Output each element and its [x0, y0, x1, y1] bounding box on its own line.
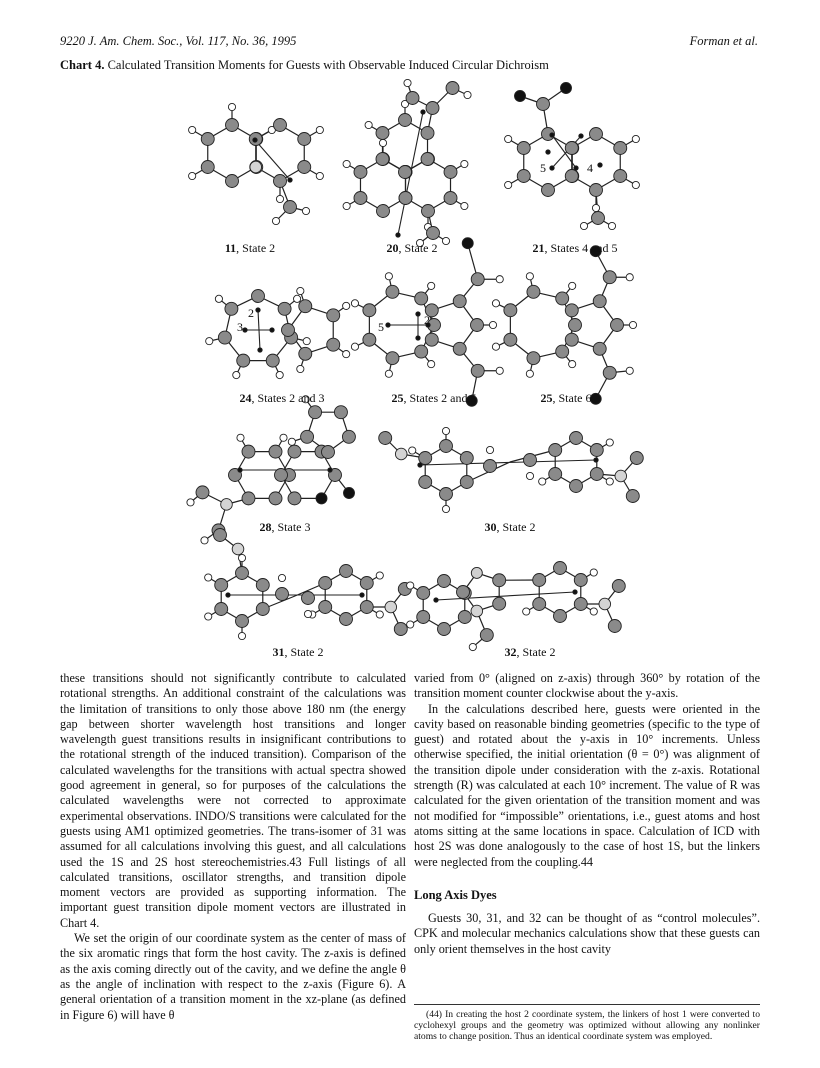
moment-endpoint	[360, 593, 364, 597]
atom	[297, 287, 304, 294]
atom	[303, 338, 310, 345]
atom	[327, 338, 340, 351]
atom	[221, 499, 233, 511]
moment-endpoint	[258, 348, 262, 352]
molecule-caption-24: 24, States 2 and 3	[239, 391, 325, 405]
atom	[322, 446, 335, 459]
atom	[196, 486, 209, 499]
atom	[225, 302, 238, 315]
footnote	[414, 1004, 760, 1042]
moment-endpoint	[288, 178, 292, 182]
atom	[399, 114, 412, 127]
atom	[574, 574, 587, 587]
moment-label-25-b: 2	[424, 313, 430, 327]
atom	[426, 102, 439, 115]
atom	[334, 406, 347, 419]
atom	[365, 121, 372, 128]
atom	[409, 447, 416, 454]
atom	[288, 445, 301, 458]
atom	[561, 83, 572, 94]
atom	[460, 452, 473, 465]
atom	[593, 295, 606, 308]
atom	[282, 324, 295, 337]
running-header-authors: Forman et al.	[689, 34, 758, 48]
atom	[471, 605, 483, 617]
atom	[344, 488, 355, 499]
atom	[471, 273, 484, 286]
atom	[226, 119, 239, 132]
atom	[299, 300, 312, 313]
atom	[590, 393, 601, 404]
moment-endpoint	[416, 336, 420, 340]
atom	[250, 161, 262, 173]
atom	[496, 367, 503, 374]
atom	[537, 98, 550, 111]
atom	[415, 345, 428, 358]
moment-label-24-a: 2	[248, 306, 254, 320]
atom	[453, 295, 466, 308]
molecule-caption-32: 32, State 2	[504, 645, 556, 659]
atom	[299, 347, 312, 360]
atom	[556, 345, 569, 358]
atom	[471, 567, 482, 578]
atom	[505, 135, 512, 142]
atom	[266, 354, 279, 367]
molecule-drawings	[187, 79, 643, 650]
molecule-caption-30: 30, State 2	[484, 520, 536, 534]
atom	[272, 217, 279, 224]
atom	[517, 142, 530, 155]
atom	[608, 620, 621, 633]
atom	[527, 352, 540, 365]
moment-endpoint	[550, 166, 554, 170]
atom	[632, 135, 639, 142]
atom	[486, 446, 493, 453]
transition-moment-vector	[255, 140, 290, 180]
atom	[462, 238, 473, 249]
atom	[539, 478, 546, 485]
atom	[615, 470, 627, 482]
atom	[493, 574, 506, 587]
atom	[626, 274, 633, 281]
atom	[526, 273, 533, 280]
atom	[327, 309, 340, 322]
atom	[626, 367, 633, 374]
atom	[570, 432, 583, 445]
atom	[590, 184, 603, 197]
atom	[442, 427, 449, 434]
atom	[515, 91, 526, 102]
atom	[612, 580, 625, 593]
atom	[580, 222, 587, 229]
atoms	[187, 79, 643, 650]
atom	[526, 472, 533, 479]
atom	[438, 575, 451, 588]
atom	[399, 192, 412, 205]
atom	[363, 304, 376, 317]
atom	[252, 290, 265, 303]
footnote-text: (44) In creating the host 2 coordinate system, the linkers of host 1 were converted to cyclohexyl groups and the geometry was optimized without allowing any nonlinker atoms to change position. Thus an identical coordinate system was employed.	[414, 1009, 760, 1042]
atom	[205, 613, 212, 620]
atom	[440, 440, 453, 453]
atom	[442, 237, 449, 244]
atom	[242, 492, 255, 505]
atom	[505, 181, 512, 188]
atom	[201, 161, 214, 174]
atom	[590, 444, 603, 457]
atom	[565, 170, 578, 183]
atom	[363, 333, 376, 346]
atom	[446, 82, 459, 95]
atom	[189, 126, 196, 133]
atom	[232, 543, 244, 555]
atom	[215, 295, 222, 302]
atom	[428, 282, 435, 289]
atom	[517, 170, 530, 183]
atom	[428, 360, 435, 367]
atom	[301, 430, 314, 443]
atom	[385, 601, 397, 613]
atom	[395, 448, 407, 460]
atom	[343, 202, 350, 209]
atom	[309, 406, 322, 419]
molecule-caption-31: 31, State 2	[272, 645, 324, 659]
atom	[461, 160, 468, 167]
atom	[425, 333, 438, 346]
atom	[256, 603, 269, 616]
atom	[569, 319, 582, 332]
atom	[340, 565, 353, 578]
atom	[351, 300, 358, 307]
moment-endpoint	[418, 463, 422, 467]
atom	[269, 492, 282, 505]
atom	[527, 285, 540, 298]
atom	[565, 304, 578, 317]
atom	[284, 201, 297, 214]
left-text-column	[60, 671, 406, 1023]
atom	[274, 119, 287, 132]
atom	[237, 354, 250, 367]
atom	[360, 601, 373, 614]
atom	[406, 92, 419, 105]
atom	[298, 161, 311, 174]
moment-endpoint	[546, 150, 550, 154]
atom	[187, 499, 194, 506]
atom	[342, 430, 355, 443]
atom	[304, 610, 311, 617]
atom	[606, 439, 613, 446]
moment-endpoint	[253, 138, 257, 142]
molecule-caption-20: 20, State 2	[386, 241, 438, 255]
atom	[542, 184, 555, 197]
atom	[417, 587, 430, 600]
atom	[524, 454, 537, 467]
atom	[570, 480, 583, 493]
atom	[276, 588, 289, 601]
moment-endpoint	[396, 233, 400, 237]
atom	[565, 333, 578, 346]
atom	[404, 79, 411, 86]
atom	[288, 492, 301, 505]
paragraph: In the calculations described here, guests were oriented in the cavity based on reasonable binding geometries (specific to the type of guest) and rotated about the y-axis in 10° increments. Unless otherwise specified, the initial orientation (θ = 0°) was alignment of the transition dipole under consideration with the z-axis. Rotational strength (R) was calculated at each 10° increment. The value of R was calculated for the given orientation of the transition moment and was not modified for “impossible” orientations, i.e., guest atoms and host atoms sitting at the same locations in space. Calculation of ICD with host 2S was done analogously to the case of host 1S, but the linkers were neglected from the coupling.44	[414, 701, 760, 869]
atom	[603, 366, 616, 379]
atom	[201, 537, 208, 544]
atom	[632, 181, 639, 188]
molecule-caption-11: 11, State 2	[224, 241, 276, 255]
atom	[237, 434, 244, 441]
atom	[189, 172, 196, 179]
atom	[302, 207, 309, 214]
atom	[228, 103, 235, 110]
atom	[592, 204, 599, 211]
atom	[606, 478, 613, 485]
moment-endpoint	[328, 468, 332, 472]
atom	[533, 574, 546, 587]
atom	[206, 338, 213, 345]
atom	[278, 574, 285, 581]
atom	[630, 452, 643, 465]
atom	[460, 476, 473, 489]
atom	[526, 370, 533, 377]
atom	[407, 621, 414, 628]
moment-endpoint	[270, 328, 274, 332]
atom	[233, 371, 240, 378]
atom	[565, 142, 578, 155]
paragraph: these transitions should not significantly contribute to calculated rotational strengths. An additional constraint of the calculations was the limitation of transitions to only those above 180 nm (the energy gap between shorter wavelength host transitions and longer wavelength guest transitions results in insignificant contributions to the rotational strength of the induced transition). Comparison of the calculated wavelengths for the transitions with actual spectra showed good agreement in general, so for purposes of the calculations the calculated wavelengths were not corrected to approximate experimental observations. INDO/S transitions were calculated for the guests using AM1 optimized geometries. The trans-isomer of 31 was assumed for all calculations involving this guest, and all calculations used the 1S and 2S host stereochemistries.43 Full listings of all calculated transitions, oscillator strengths, and transition dipole moment vectors are provided as supporting information. The important guest transition dipole moment vectors are illustrated in Chart 4.	[60, 671, 406, 930]
atom	[554, 562, 567, 575]
moment-endpoint	[238, 468, 242, 472]
transition-moment-vector	[420, 460, 596, 465]
atom	[458, 611, 471, 624]
atom	[471, 364, 484, 377]
atom	[242, 445, 255, 458]
atom	[351, 343, 358, 350]
atom	[407, 582, 414, 589]
atom	[256, 579, 269, 592]
atom	[269, 445, 282, 458]
atom	[453, 342, 466, 355]
atom	[574, 598, 587, 611]
atom	[399, 166, 412, 179]
atom	[419, 476, 432, 489]
atom	[319, 577, 332, 590]
moment-label-25-a: 5	[378, 320, 384, 334]
atom	[489, 321, 496, 328]
atom	[238, 632, 245, 639]
atom	[316, 172, 323, 179]
atom	[215, 603, 228, 616]
atom	[415, 292, 428, 305]
atom	[376, 572, 383, 579]
moment-endpoint	[574, 166, 578, 170]
moment-endpoint	[386, 323, 390, 327]
atom	[442, 505, 449, 512]
running-header-journal: 9220 J. Am. Chem. Soc., Vol. 117, No. 36, 1995	[60, 34, 297, 48]
moment-label-21-a: 5	[540, 161, 546, 175]
moment-label-21-b: 4	[587, 161, 593, 175]
atom	[484, 460, 497, 473]
atom	[354, 192, 367, 205]
moment-endpoint	[434, 598, 438, 602]
atom	[394, 623, 407, 636]
atom	[603, 271, 616, 284]
atom	[593, 342, 606, 355]
atom	[385, 273, 392, 280]
atom	[377, 205, 390, 218]
moment-endpoint	[550, 133, 554, 137]
atom	[238, 554, 245, 561]
atom	[590, 608, 597, 615]
atom	[608, 222, 615, 229]
atom	[422, 205, 435, 218]
atom	[354, 166, 367, 179]
right-text-column	[414, 671, 760, 957]
atom	[569, 282, 576, 289]
atom	[278, 302, 291, 315]
atom	[275, 469, 288, 482]
atom	[556, 292, 569, 305]
atom	[302, 592, 315, 605]
atom	[274, 175, 287, 188]
atom	[496, 276, 503, 283]
atom	[386, 352, 399, 365]
atom	[316, 126, 323, 133]
atom	[492, 300, 499, 307]
atom	[215, 579, 228, 592]
atom	[236, 615, 249, 628]
molecule-caption-28: 28, State 3	[259, 520, 311, 534]
moment-endpoint	[573, 590, 577, 594]
atom	[226, 175, 239, 188]
atom	[599, 598, 611, 610]
atom	[319, 601, 332, 614]
atom	[385, 370, 392, 377]
atom	[376, 153, 389, 166]
atom	[343, 350, 350, 357]
moment-endpoint	[598, 163, 602, 167]
moment-endpoint	[256, 308, 260, 312]
atom	[464, 91, 471, 98]
paragraph: Guests 30, 31, and 32 can be thought of as “control molecules”. CPK and molecular mechanics calculations show that these guests can only orient themselves in the host cavity	[414, 911, 760, 956]
molecule-caption-25a: 25, States 2 and 5	[391, 391, 477, 405]
moment-label-24-b: 3	[237, 320, 243, 334]
atom	[592, 212, 605, 225]
atom	[492, 343, 499, 350]
atom	[360, 577, 373, 590]
atom	[288, 438, 295, 445]
chart-title-text: Calculated Transition Moments for Guests with Observable Induced Circular Dichroism	[107, 58, 549, 72]
atom	[276, 371, 283, 378]
paragraph: varied from 0° (aligned on z-axis) through 360° by rotation of the transition moment counter clockwise about the y-axis.	[414, 671, 760, 701]
atom	[297, 365, 304, 372]
molecule-caption-21: 21, States 4 and 5	[532, 241, 618, 255]
atom	[201, 133, 214, 146]
atom	[471, 319, 484, 332]
atom	[614, 170, 627, 183]
atom	[379, 139, 386, 146]
atom	[316, 493, 327, 504]
moment-endpoint	[226, 593, 230, 597]
atom	[276, 195, 283, 202]
molecule-caption-25b: 25, State 6	[540, 391, 592, 405]
atom	[549, 468, 562, 481]
atom	[523, 608, 530, 615]
atom	[421, 127, 434, 140]
atom	[457, 586, 470, 599]
moment-endpoint	[421, 110, 425, 114]
atom	[629, 321, 636, 328]
atom	[438, 623, 451, 636]
atom	[469, 643, 476, 650]
atom	[236, 567, 249, 580]
atom	[590, 569, 597, 576]
moment-endpoint	[594, 458, 598, 462]
atom	[590, 468, 603, 481]
atom	[379, 432, 392, 445]
atom	[493, 597, 506, 610]
atom	[480, 629, 493, 642]
atom	[218, 331, 231, 344]
moment-endpoint	[243, 328, 247, 332]
atom	[504, 333, 517, 346]
atom	[440, 488, 453, 501]
section-heading: Long Axis Dyes	[414, 887, 497, 902]
moment-endpoint	[416, 312, 420, 316]
atom	[343, 302, 350, 309]
atom	[340, 613, 353, 626]
atom	[554, 610, 567, 623]
atom	[427, 227, 440, 240]
atom	[626, 490, 639, 503]
atom	[376, 611, 383, 618]
atom	[280, 434, 287, 441]
atom	[293, 295, 300, 302]
atom	[386, 285, 399, 298]
atom	[343, 160, 350, 167]
atom	[444, 166, 457, 179]
atom	[461, 202, 468, 209]
atom	[205, 574, 212, 581]
atom	[611, 319, 624, 332]
atom	[569, 360, 576, 367]
atom	[614, 142, 627, 155]
atom	[444, 192, 457, 205]
atom	[417, 611, 430, 624]
atom	[214, 529, 227, 542]
moment-endpoint	[579, 134, 583, 138]
atom	[298, 133, 311, 146]
atom	[376, 127, 389, 140]
atom	[533, 598, 546, 611]
chart-number: Chart 4.	[60, 58, 105, 72]
atom	[549, 444, 562, 457]
paragraph: We set the origin of our coordinate system as the center of mass of the six aromatic rings that form the host cavity. The z-axis is defined as the axis coming directly out of the cavity, and we define the angle θ as the angle of inclination with respect to the z-axis (Figure 6). A general orientation of a transition moment in the xz-plane (as defined in Figure 6) will have θ	[60, 931, 406, 1022]
atom	[421, 153, 434, 166]
atom	[504, 304, 517, 317]
atom	[590, 128, 603, 141]
